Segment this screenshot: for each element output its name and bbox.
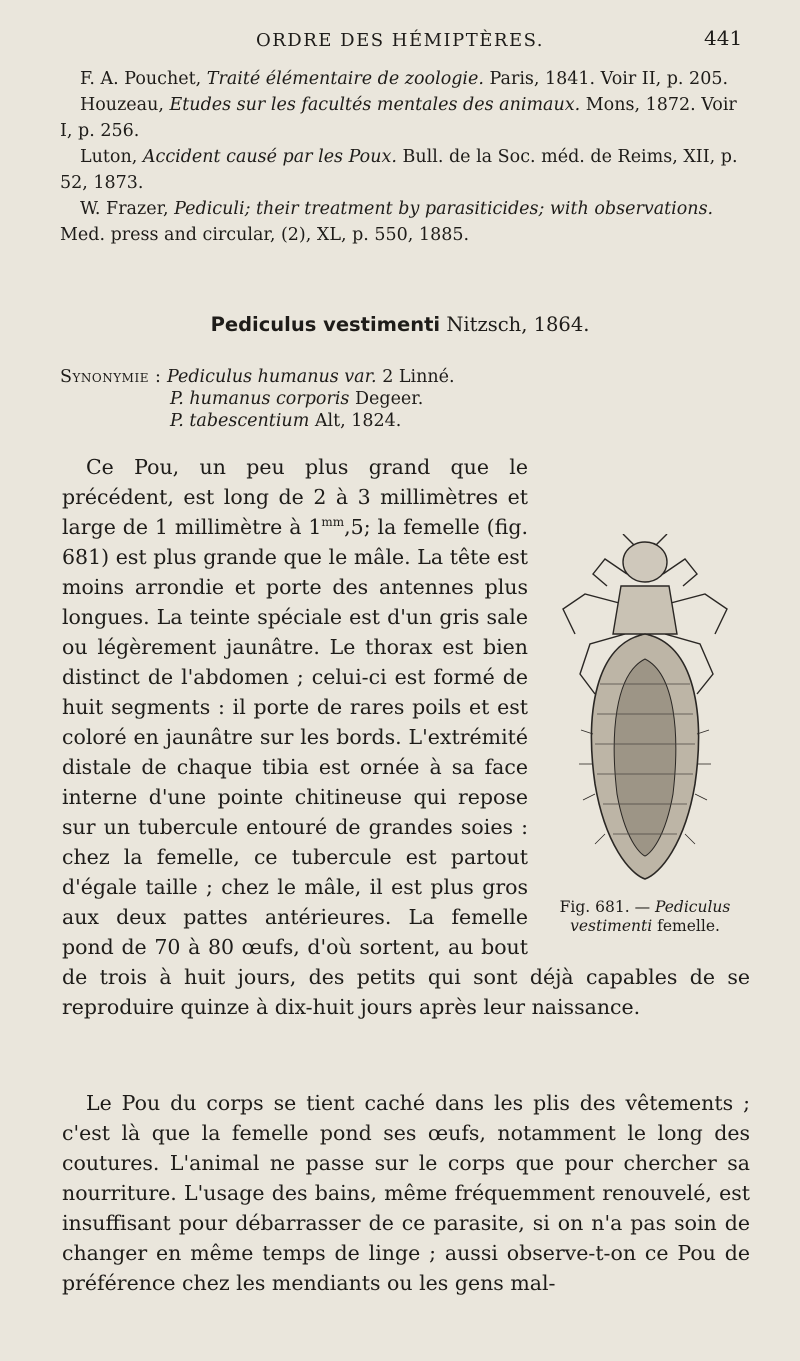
reference-entry: W. Frazer, Pediculi; their treatment by parasiticides; with observations. Med. press and circular, (2), XL, p. 550, 1885. xyxy=(60,199,714,245)
reference-entry: Luton, Accident causé par les Poux. Bull. de la Soc. méd. de Reims, XII, p. 52, 1873. xyxy=(60,147,738,193)
reference-entry: Houzeau, Etudes sur les facultés mentales des animaux. Mons, 1872. Voir I, p. 256. xyxy=(60,95,737,141)
paragraph-2: Le Pou du corps se tient caché dans les plis des vêtements ; c'est là que la femelle pond ses œufs, notamment le long des coutures. L'animal ne passe sur le corps que pour chercher sa nourriture. L'usage des bains, même fréquemment renouvelé, est insuffisant pour débarrasser de ce parasite, si on n'a pas soin de changer en même temps de linge ; aussi observe-t-on ce Pou de préférence chez les mendiants ou les gens mal- xyxy=(62,1091,750,1295)
bibliography xyxy=(60,66,750,248)
figure-681 xyxy=(540,534,750,954)
synonym-line: P. tabescentium Alt, 1824. xyxy=(170,411,402,431)
species-authority: Nitzsch, 1864. xyxy=(446,313,590,336)
figure-caption: Fig. 681. — Pediculus vestimenti femelle. xyxy=(559,898,731,935)
running-header: ORDRE DES HÉMIPTÈRES. xyxy=(255,30,545,51)
paragraph-1: Ce Pou, un peu plus grand que le précédent, est long de 2 à 3 millimètres et large de 1 millimètre à $1^{mm},5$; la femelle (fig. 681) est plus grande que le mâle. La tête est moins arrondie et porte des antennes plus longues. La teinte spéciale est d'un gris sale ou légèrement jaunâtre. Le thorax est bien distinct de l'abdomen ; celui-ci est formé de huit segments : il porte de rares poils et est coloré en jaunâtre sur les bords. L'extrémité distale de chaque tibia est ornée à sa face interne d'une pointe chitineuse qui repose sur un tubercule entouré de grandes soies : chez la femelle, ce tubercule est partout d'égale taille ; chez le mâle, il est plus gros aux deux pattes antérieures. La femelle pond de 70 à 80 œufs, d'où sortent, au bout de trois à huit jours, des petits qui sont déjà capables de se reproduire quinze à dix-huit jours après leur naissance. xyxy=(62,455,750,1019)
synonym-line: Synonymie : Pediculus humanus var. 2 Linné. xyxy=(60,367,455,387)
species-heading xyxy=(0,313,800,336)
description-block xyxy=(62,452,750,1022)
louse-illustration xyxy=(545,534,745,894)
page-number: 441 xyxy=(704,26,743,50)
synonymy-block xyxy=(60,366,455,432)
synonymy-label: Synonymie : xyxy=(60,367,162,387)
reference-entry: F. A. Pouchet, Traité élémentaire de zoologie. Paris, 1841. Voir II, p. 205. xyxy=(80,69,729,89)
synonym-line: P. humanus corporis Degeer. xyxy=(170,389,424,409)
species-name: Pediculus vestimenti xyxy=(210,313,441,336)
